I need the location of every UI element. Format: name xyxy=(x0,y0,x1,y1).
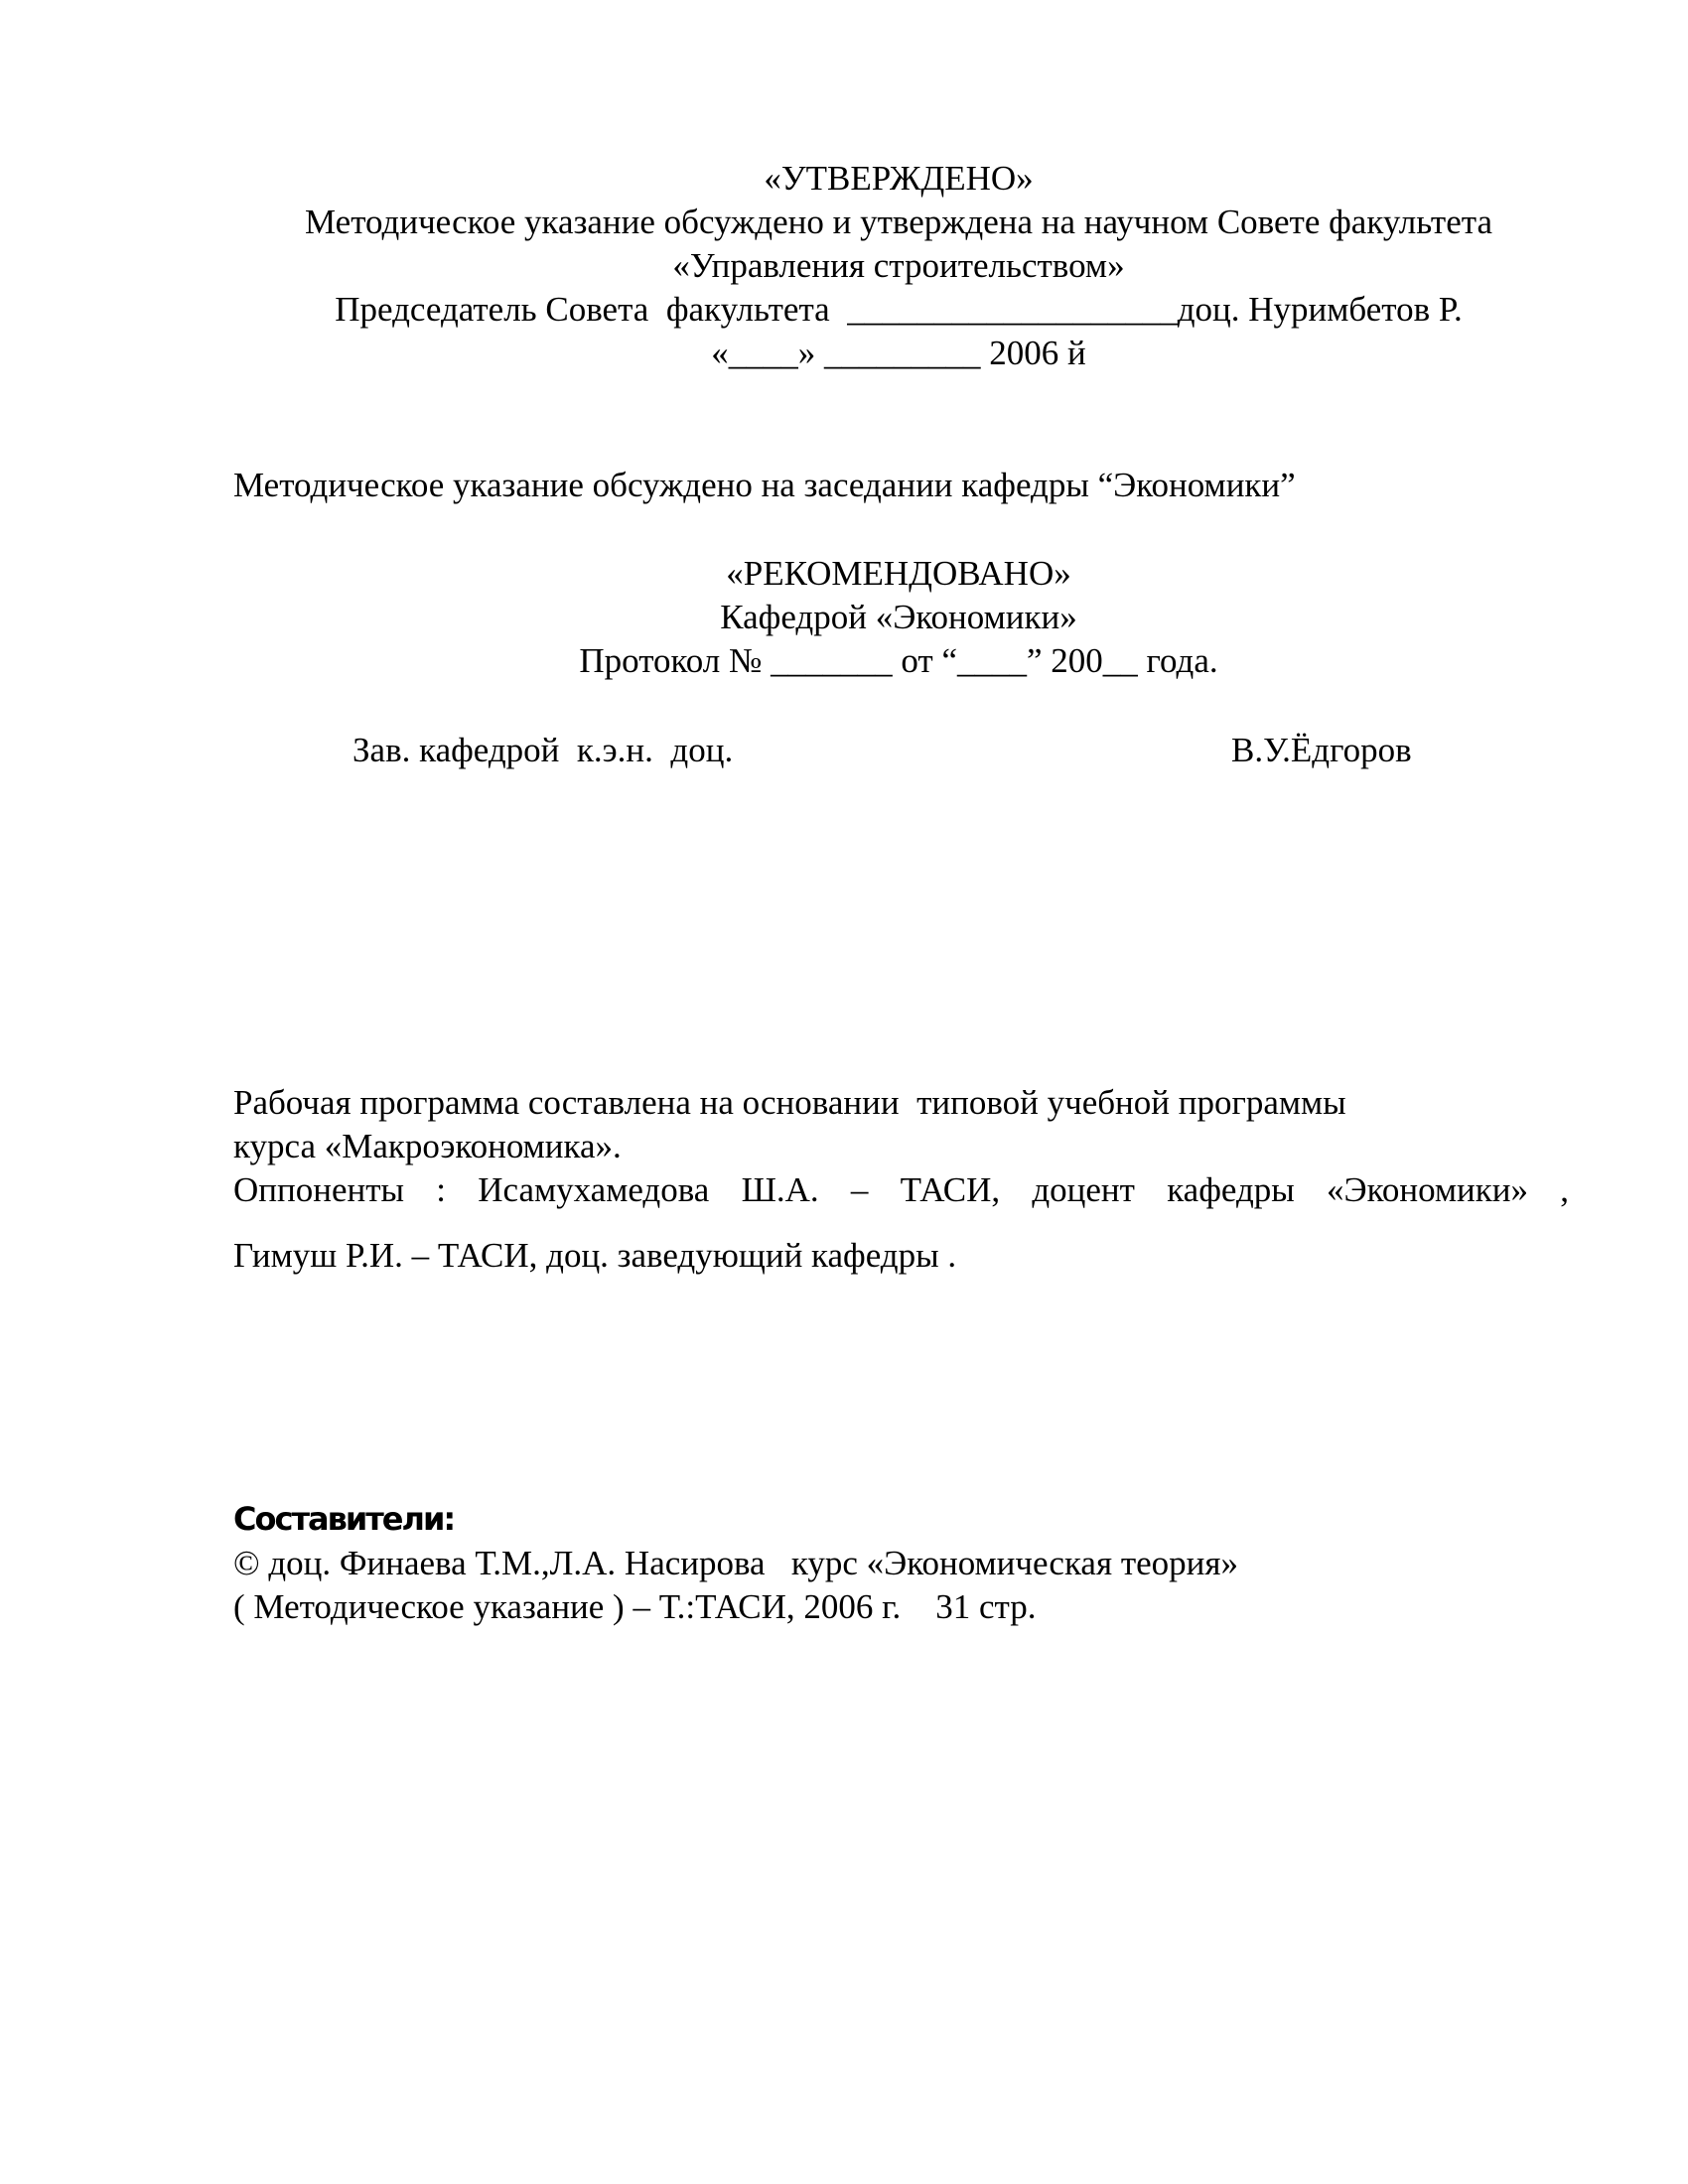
opponents-word: – xyxy=(850,1170,869,1209)
head-of-department-title: Зав. кафедрой к.э.н. доц. xyxy=(352,731,734,769)
opponents-word: доцент xyxy=(1032,1170,1135,1209)
opponents-word: «Экономики» xyxy=(1327,1170,1529,1209)
authors-line-1: © доц. Финаева Т.М.,Л.А. Насирова курс «Экономическая теория» xyxy=(233,1544,1238,1582)
opponents-word: Оппоненты xyxy=(233,1170,405,1209)
program-basis-line-2: курса «Макроэкономика». xyxy=(233,1127,622,1165)
recommended-heading: «РЕКОМЕНДОВАНО» xyxy=(726,554,1071,593)
opponents-word: кафедры xyxy=(1167,1170,1295,1209)
opponents-word: Ш.А. xyxy=(741,1170,819,1209)
opponents-word: , xyxy=(1560,1170,1569,1209)
protocol-line: Протокол № _______ от “____” 200__ года. xyxy=(579,641,1218,680)
department-discussion-line: Методическое указание обсуждено на заседании кафедры “Экономики” xyxy=(233,466,1296,504)
approval-chairman-line: Председатель Совета факультета ___________________доц. Нуримбетов Р. xyxy=(335,290,1463,329)
head-of-department-name: В.У.Ёдгоров xyxy=(1231,731,1412,769)
opponent-second-line: Гимуш Р.И. – ТАСИ, доц. заведующий кафедры . xyxy=(233,1236,957,1275)
recommended-department: Кафедрой «Экономики» xyxy=(720,598,1077,636)
program-basis-line-1: Рабочая программа составлена на основании типовой учебной программы xyxy=(233,1083,1346,1122)
approval-heading: «УТВЕРЖДЕНО» xyxy=(764,159,1034,198)
opponents-word: ТАСИ, xyxy=(900,1170,1001,1209)
approval-date-line: «____» _________ 2006 й xyxy=(711,334,1086,372)
authors-heading: Составители: xyxy=(233,1500,455,1538)
opponents-line xyxy=(233,1167,1569,1212)
opponents-word: : xyxy=(436,1170,446,1209)
approval-line-1: Методическое указание обсуждено и утверждена на научном Совете факультета xyxy=(305,203,1492,241)
approval-line-2: «Управления строительством» xyxy=(672,246,1125,285)
authors-line-2: ( Методическое указание ) – Т.:ТАСИ, 2006 г. 31 стр. xyxy=(233,1587,1037,1626)
opponents-word: Исамухамедова xyxy=(478,1170,710,1209)
